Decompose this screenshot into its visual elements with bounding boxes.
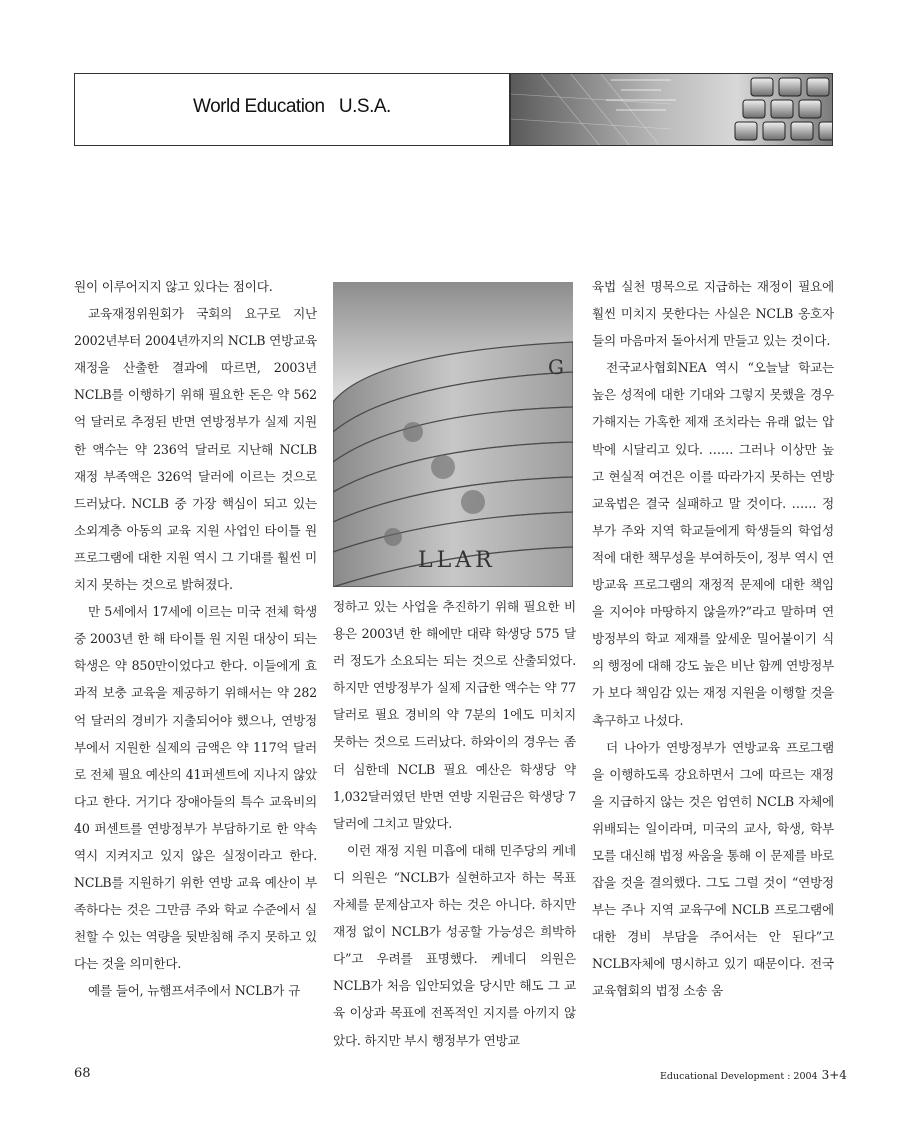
paragraph: 정하고 있는 사업을 추진하기 위해 필요한 비용은 2003년 한 해에만 대략 학생당 575 달러 정도가 소요되는 되는 것으로 산출되었다. 하지만 연방정부가 실제 지급한 액수는 약 77달러로 필요 경비의 약 7분의 1에도 미치지 못하는 것으로 드러났다. 하와이의 경우는 좀더 심한데 NCLB 필요 예산은 학생당 약 1,032달러였던 반면 연방 지원금은 학생당 7달러에 그치고 말았다. (333, 599, 576, 831)
header-keyboard-image (510, 73, 833, 146)
money-stack-photo (333, 282, 573, 587)
article-column-3 (592, 273, 834, 1005)
paragraph: 교육재정위원회가 국회의 요구로 지난 2002년부터 2004년까지의 NCLB 연방교육 재정을 산출한 결과에 따르면, 2003년 NCLB를 이행하기 위해 필요한 돈은 약 562억 달러로 추정된 반면 연방정부가 실제 지원한 액수는 약 236억 달러로 지난해 NCLB 재정 부족액은 326억 달러에 이르는 것으로 드러났다. NCLB 중 가장 핵심이 되고 있는 소외계층 아동의 교육 지원 사업인 타이틀 원 프로그램에 대한 지원 역시 그 기대를 훨씬 미치지 못하는 것으로 밝혀졌다. (74, 306, 318, 593)
keyboard-graphic (511, 74, 833, 146)
paragraph: 전국교사협회NEA 역시 “오늘날 학교는 높은 성적에 대한 기대와 그렇지 못했을 경우 가해지는 가혹한 제재 조치라는 유래 없는 압박에 시달리고 있다. …… 그러나 이상만 높고 현실적 여건은 이를 따라가지 못하는 연방교육법은 결국 실패하고 말 것이다. …… 정부가 주와 지역 학교들에게 학생들의 학업성적에 대한 책무성을 부여하듯이, 정부 역시 연방교육 프로그램의 재정적 문제에 대한 책임을 지어야 마땅하지 않을까?”라고 말하며 연방정부의 학교 제재를 앞세운 밀어붙이기 식의 행정에 대해 강도 높은 비난 함께 연방정부가 보다 책임감 있는 재정 지원을 이행할 것을 촉구하고 나섰다. (592, 360, 835, 728)
header-title: World Education U.S.A. (193, 96, 391, 117)
article-column-1 (74, 273, 317, 1005)
paragraph: 더 나아가 연방정부가 연방교육 프로그램을 이행하도록 강요하면서 그에 따르는 재정을 지급하지 않는 것은 엄연히 NCLB 자체에 위배되는 일이라며, 미국의 교사, 학생, 학부모를 대신해 법정 싸움을 통해 이 문제를 바로잡을 것을 결의했다. 그도 그럴 것이 “연방정부는 주나 지역 교육구에 NCLB 프로그램에 대한 경비 부담을 주어서는 안 된다”고 NCLB자체에 명시하고 있기 때문이다. 전국교육협회의 법정 소송 움 (592, 739, 835, 999)
money-text-g: G (548, 355, 564, 379)
paragraph: 예를 들어, 뉴햄프셔주에서 NCLB가 규 (88, 983, 301, 999)
banknotes-image (333, 282, 573, 587)
journal-name: Educational Development : 2004 (660, 1071, 818, 1082)
header-title-box (74, 73, 510, 146)
article-column-2 (333, 593, 576, 1054)
money-text-dollar: LLAR (418, 548, 496, 573)
paragraph: 만 5세에서 17세에 이르는 미국 전체 학생 중 2003년 한 해 타이틀 원 지원 대상이 되는 학생은 약 850만이었다고 한다. 이들에게 효과적 보충 교육을 제공하기 위해서는 약 282억 달러의 경비가 지출되어야 했으나, 연방정부에서 지원한 실제의 금액은 약 117억 달러로 전체 필요 예산의 41퍼센트에 지나지 않았다고 한다. 거기다 장애아들의 특수 교육비의 40 퍼센트를 연방정부가 부담하기로 한 약속 역시 지켜지고 있지 않은 실정이라고 한다. NCLB를 지원하기 위한 연방 교육 예산이 부족하다는 것은 그만큼 주와 학교 수준에서 실천할 수 있는 역량을 뒷받침해 주지 못하고 있다는 것을 의미한다. (74, 604, 317, 972)
journal-footer (660, 1068, 847, 1082)
paragraph: 이런 재정 지원 미흡에 대해 민주당의 케네디 의원은 “NCLB가 실현하고자 하는 목표 자체를 문제삼고자 하는 것은 아니다. 하지만 재정 없이 NCLB가 성공할 가능성은 희박하다”고 우려를 표명했다. 케네디 의원은 NCLB가 처음 입안되었을 당시만 해도 그 교육 이상과 목표에 전폭적인 지지를 아끼지 않았다. 하지만 부시 행정부가 연방교 (333, 842, 576, 1048)
journal-issue: 3+4 (821, 1068, 847, 1082)
paragraph: 원이 이루어지지 않고 있다는 점이다. (74, 279, 273, 294)
page-number: 68 (74, 1066, 91, 1081)
paragraph: 육법 실천 명목으로 지급하는 재정이 필요에 훨씬 미치지 못한다는 사실은 NCLB 옹호자들의 마음마저 돌아서게 만들고 있는 것이다. (592, 279, 834, 349)
